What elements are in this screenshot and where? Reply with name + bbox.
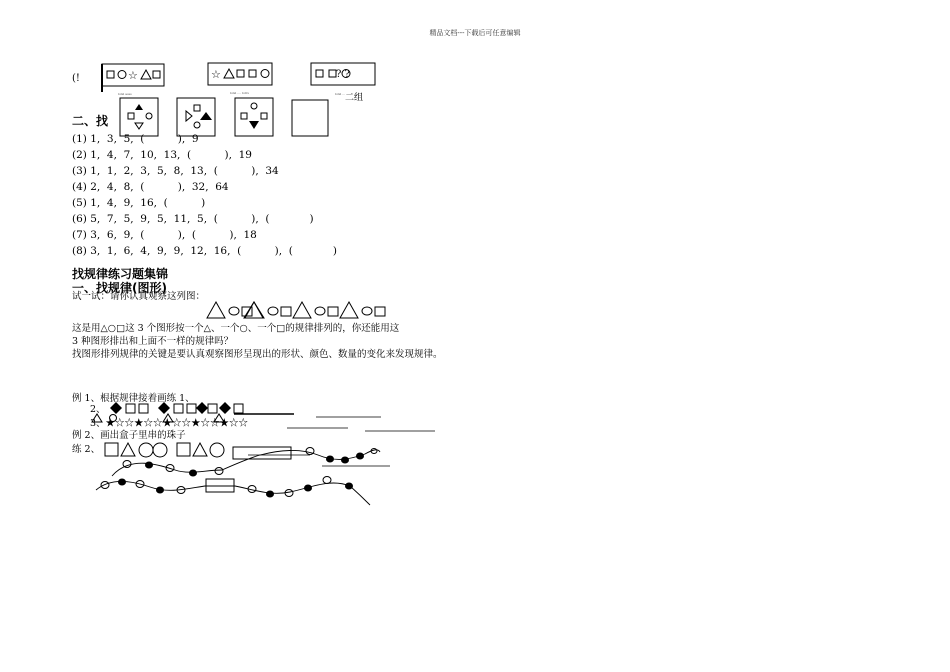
page-header: 精品文档---下载后可任意编辑 [429, 29, 521, 37]
sequence-4: (4) 2, 4, 8, ( ), 32, 64 [72, 181, 229, 193]
paragraph-3: 找图形排列规律的关键是要认真观察图形呈现出的形状、颜色、数量的变化来发现规律。 [72, 349, 443, 360]
sequence-6: (6) 5, 7, 5, 9, 5, 11, 5, ( ), ( ) [72, 213, 314, 225]
sequence-3: (3) 1, 1, 2, 3, 5, 8, 13, ( ), 34 [72, 165, 279, 177]
sequence-5: (5) 1, 4, 9, 16, ( ) [72, 197, 206, 209]
svg-text:☆: ☆ [128, 69, 138, 82]
section-2-title: 二、找 [72, 114, 109, 128]
row-2-number: 2、 [90, 404, 106, 415]
sequence-7: (7) 3, 6, 9, ( ), ( ), 18 [72, 229, 257, 241]
paragraph-2: 3 种图形排出和上面不一样的规律吗？ [72, 336, 234, 347]
section-1-title: 一、找规律(图形) [72, 281, 167, 295]
collection-title: 找规律练习题集锦 [72, 267, 169, 281]
practice-2: 练 2、 [72, 444, 101, 455]
bead-string-2 [96, 477, 370, 506]
paragraph-1: 这是用△○□这 3 个图形按一个△、一个○、一个□的规律排列的，你还能用这 [72, 323, 400, 334]
svg-text:bdsl asss: bdsl asss [118, 92, 132, 96]
svg-text:☆: ☆ [211, 68, 221, 81]
example-2: 例 2、画出盒子里串的珠子 [72, 430, 186, 441]
sequence-8: (8) 3, 1, 6, 4, 9, 9, 12, 16, ( ), ( ) [72, 245, 337, 257]
svg-text:bdsl ...: bdsl ... [335, 92, 346, 96]
sequence-1: (1) 1, 3, 5, ( ), 9 [72, 133, 199, 145]
try-text: 试一试：请你认真观察这列图： [72, 291, 206, 302]
sequence-2: (2) 1, 4, 7, 10, 13, ( ), 19 [72, 149, 252, 161]
group-label: 二组 [345, 93, 364, 103]
example-1: 例 1、根据规律接着画练 1、 [72, 393, 195, 404]
svg-text:bdsl .... bdrs: bdsl .... bdrs [230, 91, 249, 95]
answer-box [292, 100, 328, 136]
paren-mark: (! [72, 73, 80, 84]
row-3-stars: 3、★☆☆★☆☆★☆☆★☆☆★☆☆ [90, 418, 249, 429]
try-shape-row [207, 302, 385, 318]
question-marks: ? ? [336, 69, 350, 80]
